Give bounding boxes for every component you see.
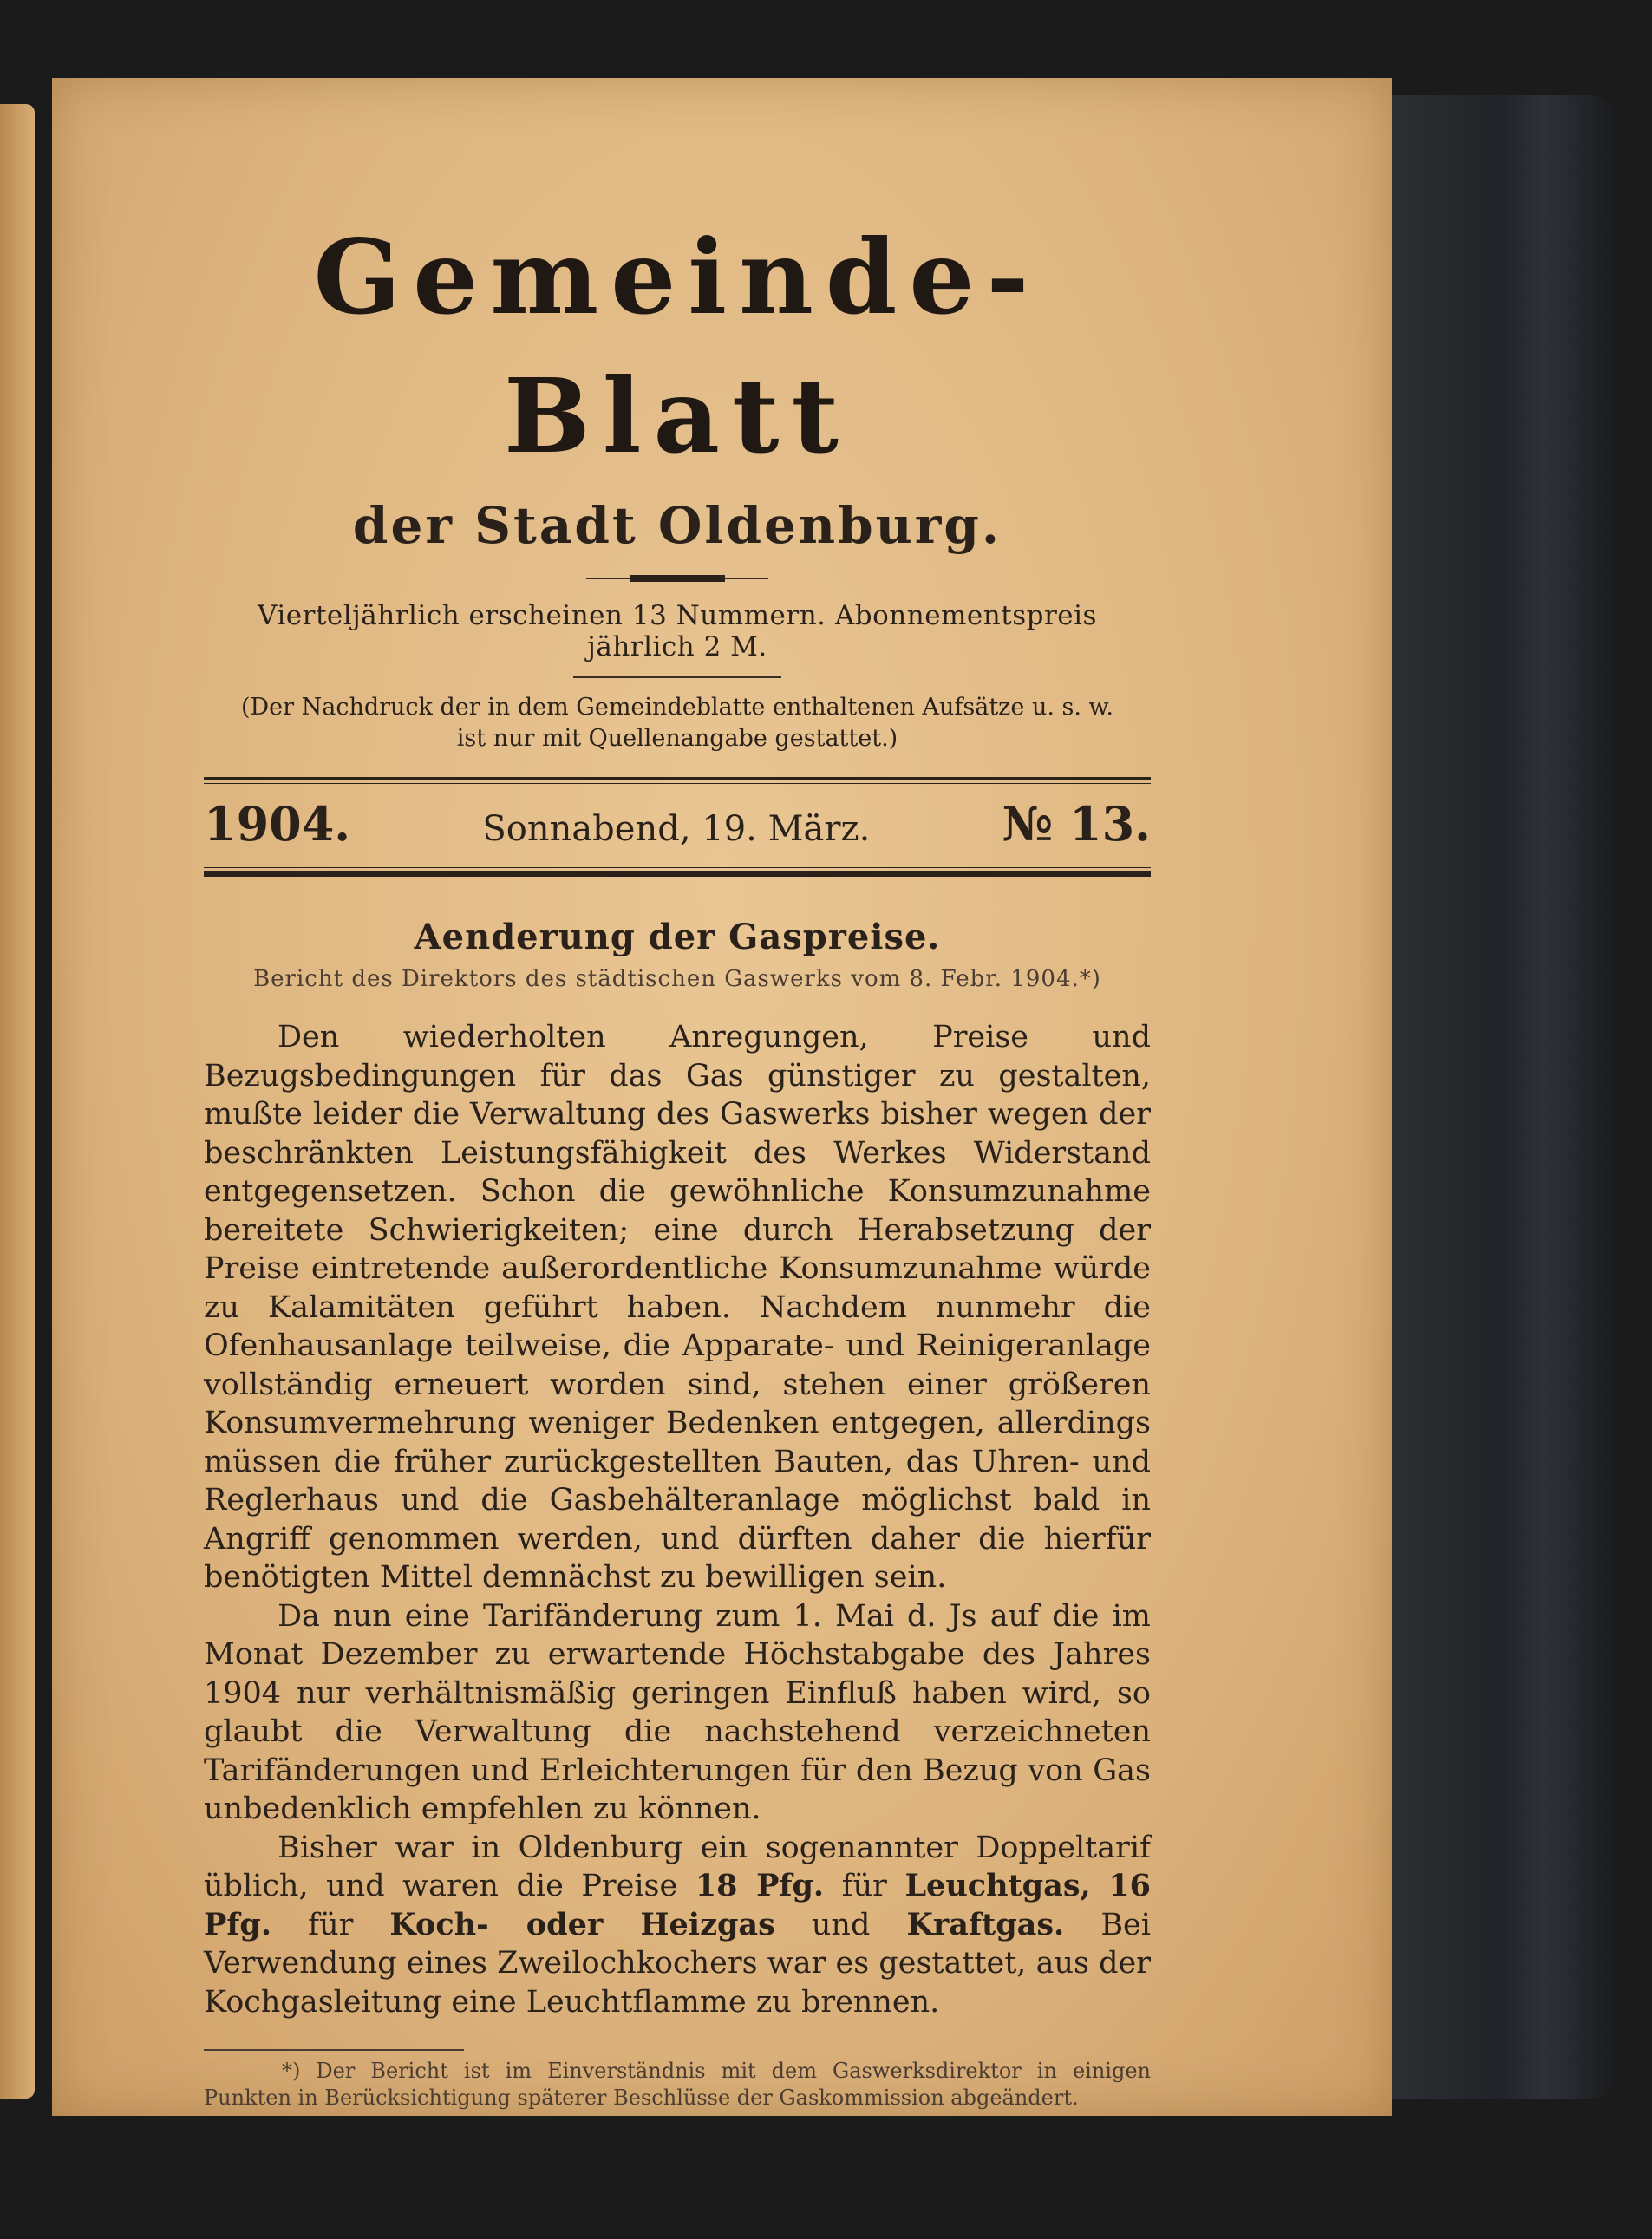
reprint-notice-line2: ist nur mit Quellenangabe gestattet.) xyxy=(456,725,898,752)
paragraph-3-part-f: für xyxy=(308,1907,354,1942)
term-cooking-heating-gas: Koch- oder Heizgas xyxy=(389,1906,775,1942)
article-report-line: Bericht des Direktors des städtischen Gaswerks vom 8. Febr. 1904.*) xyxy=(253,966,1101,992)
header-rule-top xyxy=(204,777,1151,780)
price-light-gas: 18 Pfg. xyxy=(695,1868,825,1903)
masthead-subtitle: der Stadt Oldenburg. xyxy=(352,496,1002,555)
issue-number: № 13. xyxy=(1002,796,1151,852)
paragraph-2: Da nun eine Tarifänderung zum 1. Mai d. Js auf die im Monat Dezember zu erwartende Höchstabgabe des Jahres 1904 nur verhältnismäßig geringen Einfluß haben wird, so glaubt die Verwaltung die nachstehend verzeichneten Tarifänderungen und Erleichterungen für den Bezug von Gas unbedenklich empfehlen zu können. xyxy=(204,1598,1151,1826)
footnote-rule xyxy=(204,2049,464,2051)
article-heading: Aenderung der Gaspreise. xyxy=(414,917,941,957)
paragraph-3 xyxy=(204,1829,1151,2022)
paragraph-3-part-h: und xyxy=(811,1907,871,1942)
paragraph-3-part-a: Bisher war in Oldenburg ein sogenannter Doppeltarif üblich, und waren die Preise xyxy=(204,1830,1151,1903)
header-rule-top-thin xyxy=(204,783,1151,784)
subscription-info: Vierteljährlich erscheinen 13 Nummern. Abonnementspreis jährlich 2 M. xyxy=(258,600,1097,663)
header-rule-bottom-thin xyxy=(204,867,1151,868)
article-body xyxy=(204,1018,1151,2021)
left-page-edge xyxy=(0,104,35,2099)
term-light-gas: Leuchtgas, xyxy=(904,1868,1091,1903)
issue-line xyxy=(204,796,1151,852)
reprint-notice xyxy=(204,692,1151,754)
footnote: *) Der Bericht ist im Einverständnis mit dem Gaswerksdirektor in einigen Punkten in Berücksichtigung späterer Beschlüsse der Gaskommission abgeändert. xyxy=(204,2059,1151,2110)
paragraph-1: Den wiederholten Anregungen, Preise und Bezugsbedingungen für das Gas günstiger zu gestalten, mußte leider die Verwaltung des Gaswerks bisher wegen der beschränkten Leistungsfähigkeit des Werkes Widerstand entgegensetzen. Schon die gewöhnliche Konsumzunahme bereitete Schwierigkeiten; eine durch Herabsetzung der Preise eintretende außerordentliche Konsumzunahme würde zu Kalamitäten geführt haben. Nachdem nunmehr die Ofenhausanlage teilweise, die Apparate- und Reinigeranlage vollständig erneuert worden sind, stehen einer größeren Konsumvermehrung weniger Bedenken entgegen, allerdings müssen die früher zurückgestellten Bauten, das Uhren- und Reglerhaus und die Gasbehälteranlage möglichst bald in Angriff genommen werden, und dürften daher die hierfür benötigten Mittel demnächst zu bewilligen sein. xyxy=(204,1020,1151,1595)
ornament-rule xyxy=(586,572,768,584)
price-cooking-gas: 16 Pfg. xyxy=(204,1868,1151,1942)
reprint-notice-line1: (Der Nachdruck der in dem Gemeindeblatte enthaltenen Aufsätze u. s. w. xyxy=(240,694,1114,721)
masthead-title: Gemeinde-Blatt xyxy=(313,217,1041,476)
paragraph-3-part-c: für xyxy=(841,1869,887,1903)
book-cover-edge xyxy=(1353,95,1613,2099)
term-power-gas: Kraftgas. xyxy=(906,1906,1065,1942)
divider xyxy=(573,676,781,678)
paragraph-3-part-j: Bei Verwendung eines Zweilochkochers war es gestattet, aus der Kochgasleitung eine Leuchtflamme zu brennen. xyxy=(204,1907,1151,2020)
newspaper-page xyxy=(52,78,1392,2116)
issue-year: 1904. xyxy=(204,796,351,852)
issue-date: Sonnabend, 19. März. xyxy=(482,809,871,849)
header-rule-bottom xyxy=(204,871,1151,877)
page-content xyxy=(204,208,1151,2112)
